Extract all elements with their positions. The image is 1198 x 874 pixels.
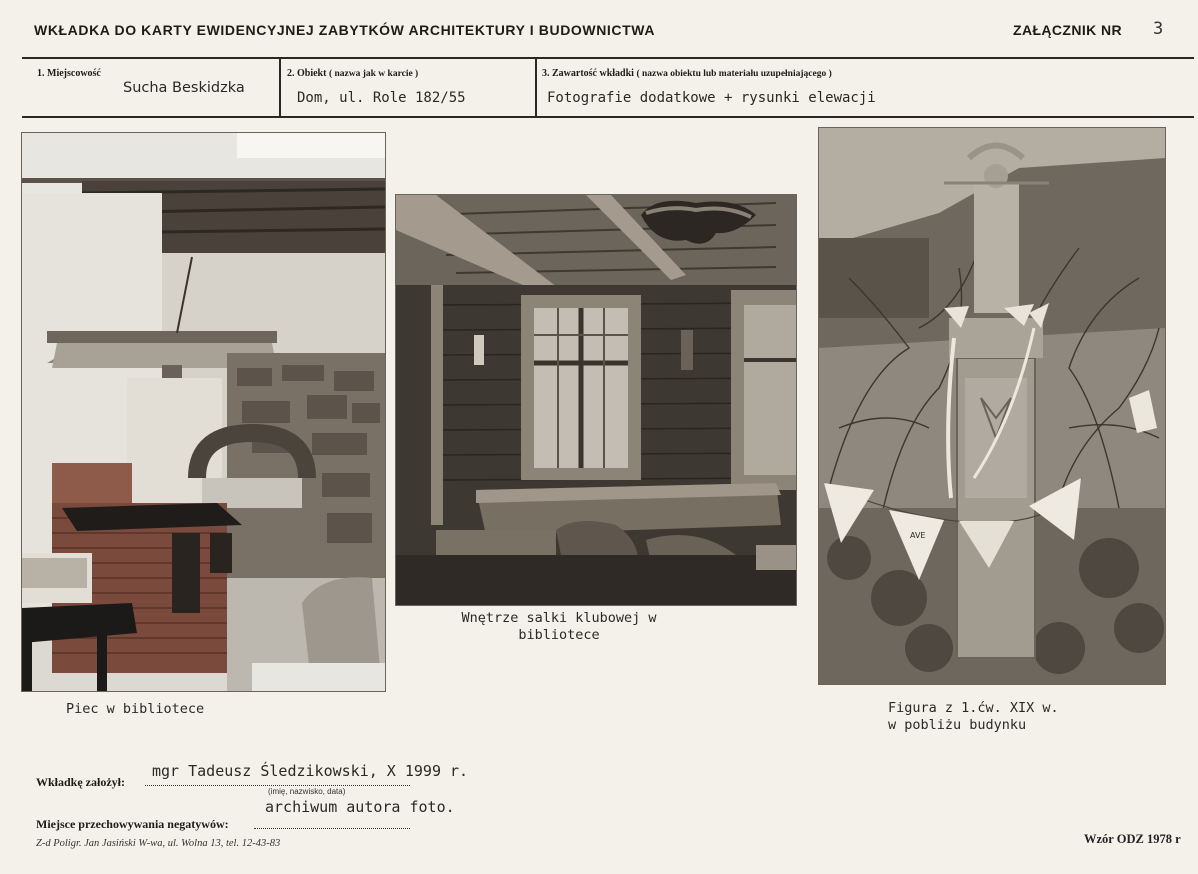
negatives-label: Miejsce przechowywania negatywów:	[36, 817, 229, 831]
founded-by-label: Wkładkę założył:	[36, 775, 125, 789]
object-value: Dom, ul. Role 182/55	[297, 90, 466, 106]
photo-wayside-figure-image	[819, 128, 1165, 684]
photo-stove-caption: Piec w bibliotece	[66, 701, 205, 717]
founded-by-dotted-line	[145, 785, 410, 786]
table-divider-2	[535, 57, 537, 117]
annex-label: ZAŁĄCZNIK NR	[1013, 22, 1123, 38]
photo-club-room	[395, 194, 797, 606]
content-label-text: 3. Zawartość wkładki	[542, 68, 634, 79]
content-value: Fotografie dodatkowe + rysunki elewacji	[547, 90, 876, 106]
photo-stove	[21, 132, 386, 692]
locality-value: Sucha Beskidzka	[123, 80, 245, 96]
photo-stove-image	[22, 133, 385, 691]
annex-number: 3	[1153, 19, 1164, 39]
photo-wayside-figure-caption	[888, 700, 1059, 734]
banner-text: AVE	[910, 531, 926, 540]
photo-wayside-figure-caption-line2: w pobliżu budynku	[888, 717, 1027, 733]
document-title: WKŁADKA DO KARTY EWIDENCYJNEJ ZABYTKÓW ARCHITEKTURY I BUDOWNICTWA	[34, 22, 656, 38]
object-label	[287, 68, 418, 79]
locality-label: 1. Miejscowość	[37, 68, 101, 79]
content-label	[542, 68, 832, 79]
negatives-dotted-line	[254, 828, 410, 829]
photo-club-room-caption-line1: Wnętrze salki klubowej w	[461, 610, 657, 626]
form-code: Wzór ODZ 1978 r	[1084, 832, 1181, 846]
photo-club-room-caption-line2: bibliotece	[518, 627, 600, 643]
content-label-note: ( nazwa obiektu lub materiału uzupełniającego )	[636, 69, 832, 79]
archive-value: archiwum autora foto.	[265, 798, 455, 816]
table-bottom-rule	[22, 116, 1194, 118]
founded-by-value: mgr Tadeusz Śledzikowski, X 1999 r.	[152, 762, 469, 780]
founded-by-hint: (imię, nazwisko, data)	[268, 787, 346, 796]
printer-imprint: Z-d Poligr. Jan Jasiński W-wa, ul. Wolna 13, tel. 12-43-83	[36, 838, 281, 849]
object-label-text: 2. Obiekt	[287, 68, 327, 79]
photo-wayside-figure	[818, 127, 1166, 685]
object-label-note: ( nazwa jak w karcie )	[328, 69, 419, 79]
photo-wayside-figure-caption-line1: Figura z 1.ćw. XIX w.	[888, 700, 1059, 716]
photo-club-room-caption	[430, 610, 688, 644]
table-divider-1	[279, 57, 281, 117]
table-top-rule	[22, 57, 1194, 59]
photo-club-room-image	[396, 195, 796, 605]
